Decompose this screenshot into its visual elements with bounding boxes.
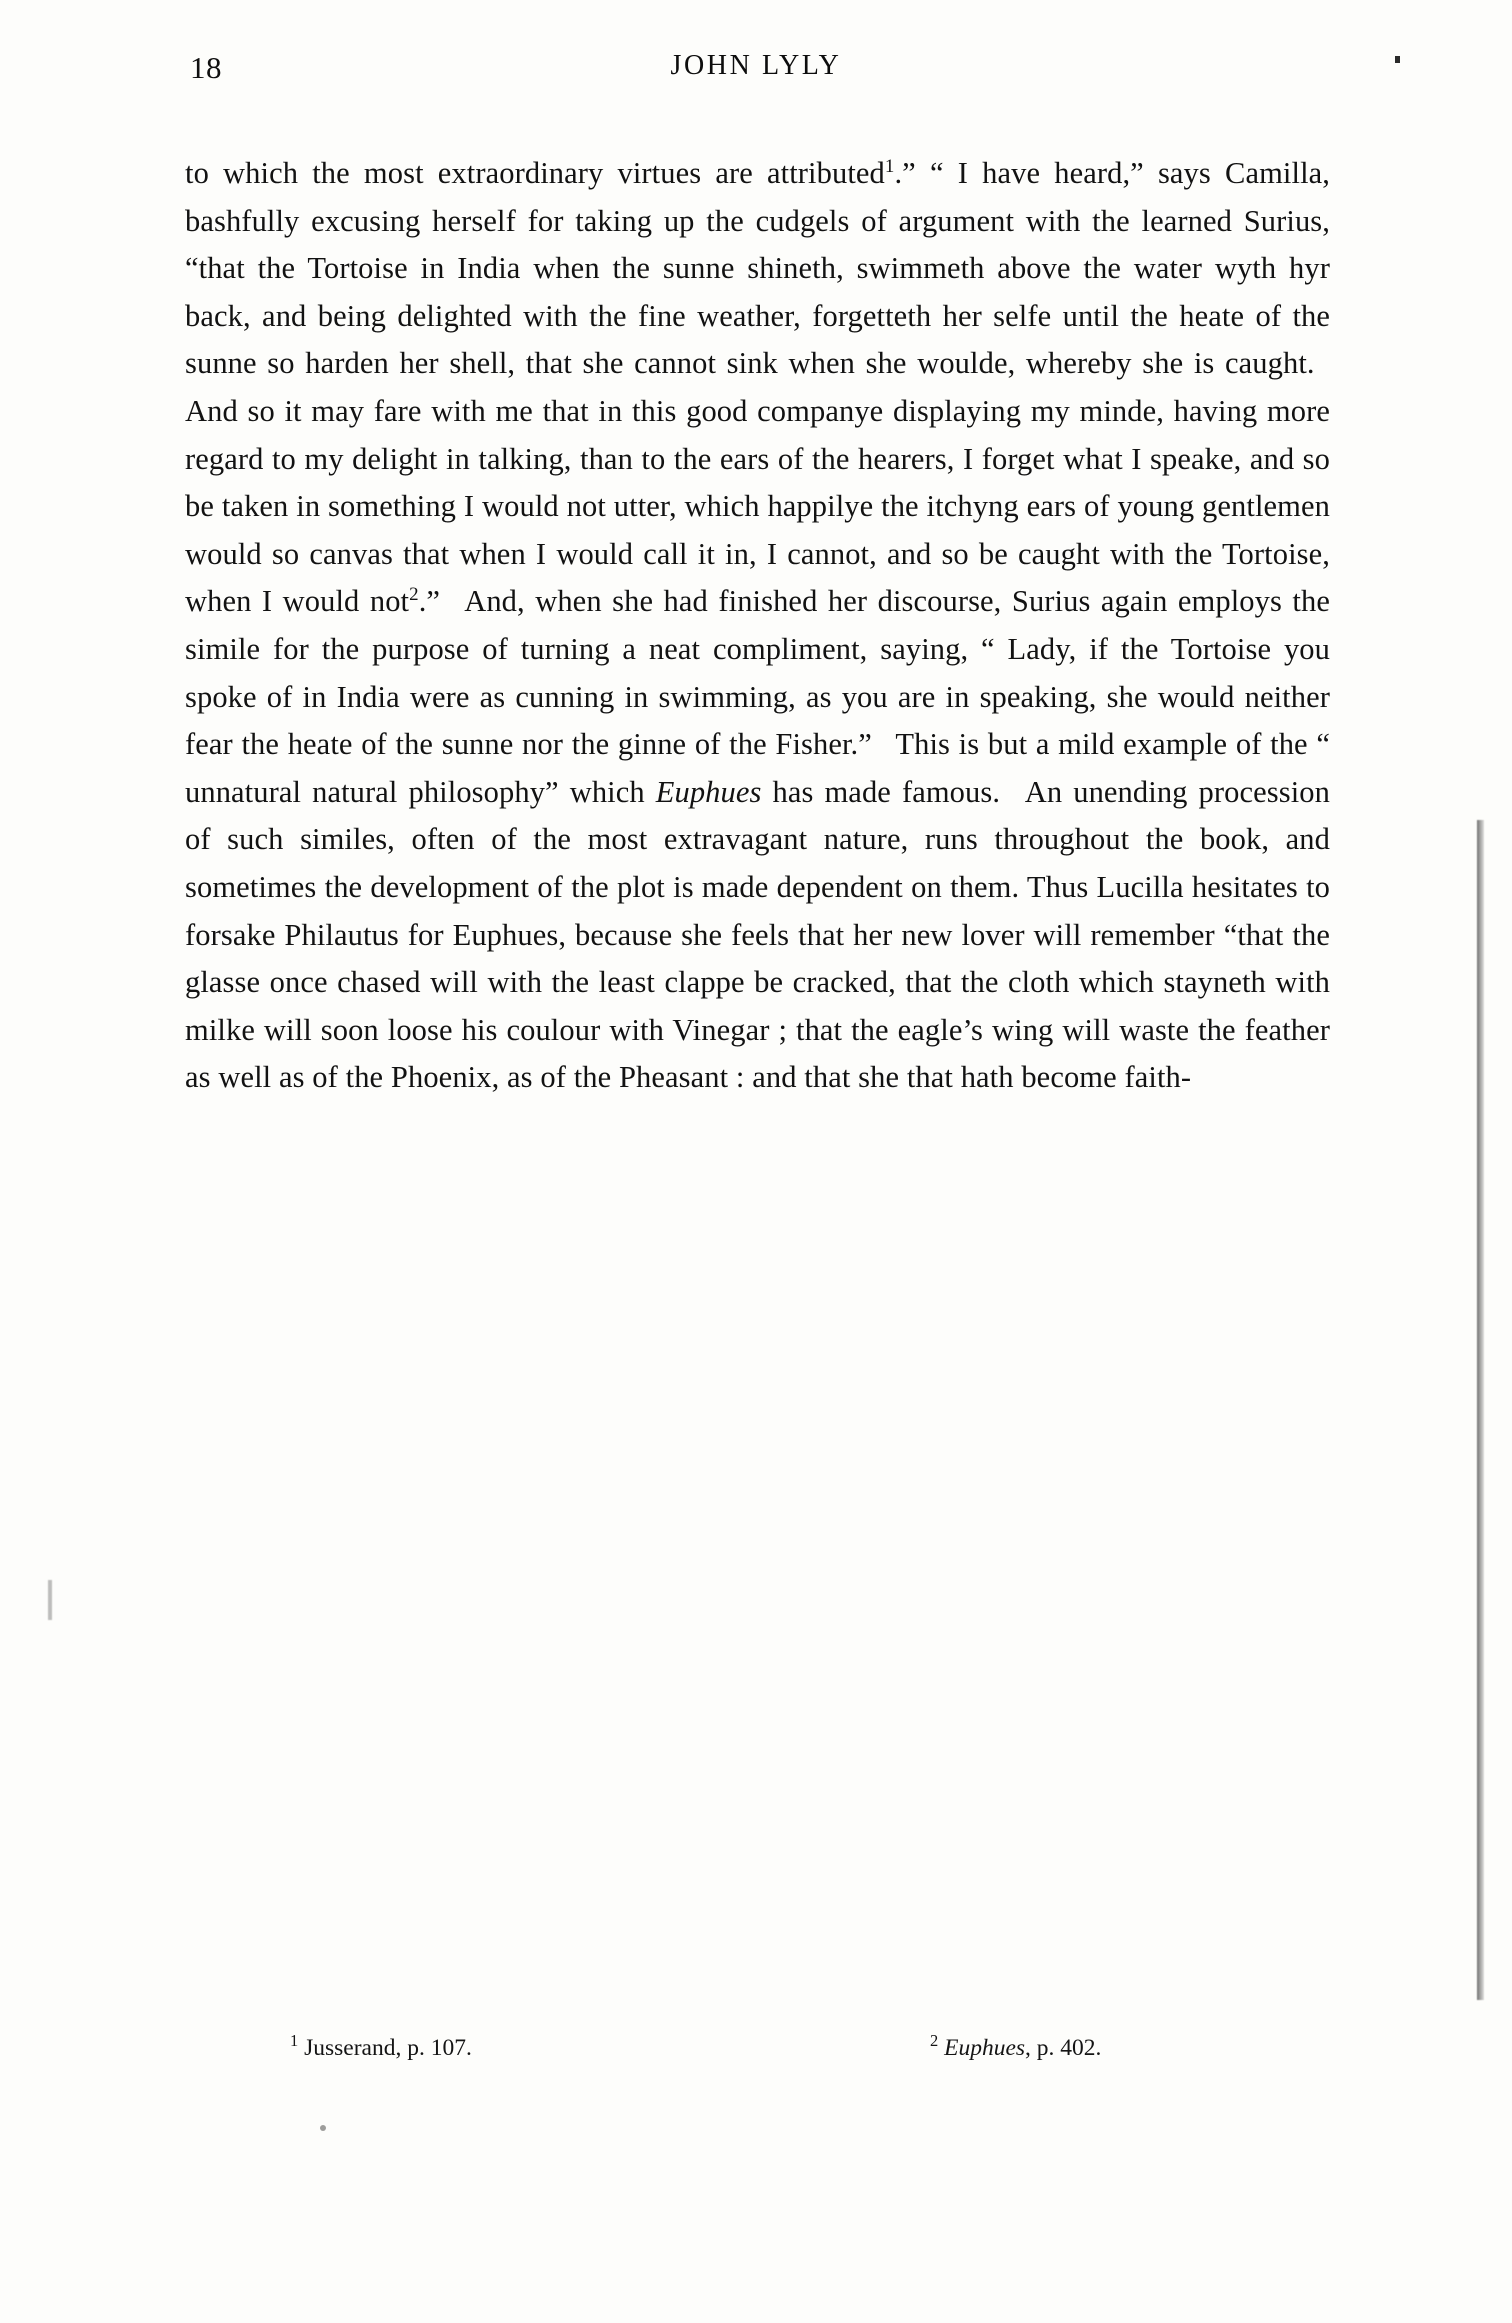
page-number: 18 <box>190 50 222 85</box>
scan-edge-shadow <box>1477 820 1484 2000</box>
footnote-1: $^1$ Jusserand, p. 107. <box>290 2031 472 2061</box>
page-header <box>190 50 1322 90</box>
scan-margin-mark <box>48 1580 52 1620</box>
footnote-block <box>290 2031 1262 2085</box>
footnote-2: $^2$ Euphues, p. 402. <box>930 2031 1102 2061</box>
scan-speck <box>320 2125 326 2131</box>
header-dot-mark <box>1395 56 1400 63</box>
body-paragraph: to which the most extraordinary virtues are attributed$^1$.” “ I have heard,” says Camilla, bashfully excusing herself for taking up the cudgels of argument with the learned Surius, “that the Tortoise in India when the sunne shineth, swimmeth above the water wyth hyr back, and being delighted with the fine weather, forgetteth her selfe until the heate of the sunne so harden her shell, that she cannot sink when she woulde, whereby she is caught. And so it may fare with me that in this good companye displaying my minde, having more regard to my delight in talking, than to the ears of the hearers, I forget what I speake, and so be taken in something I would not utter, which happilye the itchyng ears of young gentlemen would so canvas that when I would call it in, I cannot, and so be caught with the Tortoise, when I would not$^2$.” And, when she had finished her discourse, Surius again employs the simile for the purpose of turning a neat compliment, saying, “ Lady, if the Tortoise you spoke of in India were as cunning in swimming, as you are in speaking, she would neither fear the heate of the sunne nor the ginne of the Fisher.” This is but a mild example of the “ unnatural natural philosophy” which Euphues has made famous. An unending procession of such similes, often of the most extravagant nature, runs throughout the book, and sometimes the development of the plot is made dependent on them. Thus Lucilla hesitates to forsake Philautus for Euphues, because she feels that her new lover will remember “that the glasse once chased will with the least clappe be cracked, that the cloth which stayneth with milke will soon loose his coulour with Vinegar ; that the eagle’s wing will waste the feather as well as of the Phoenix, as of the Pheasant : and that she that hath become faith- <box>185 155 1331 1095</box>
running-title: JOHN LYLY <box>670 50 842 81</box>
body-text-block <box>185 150 1330 1102</box>
